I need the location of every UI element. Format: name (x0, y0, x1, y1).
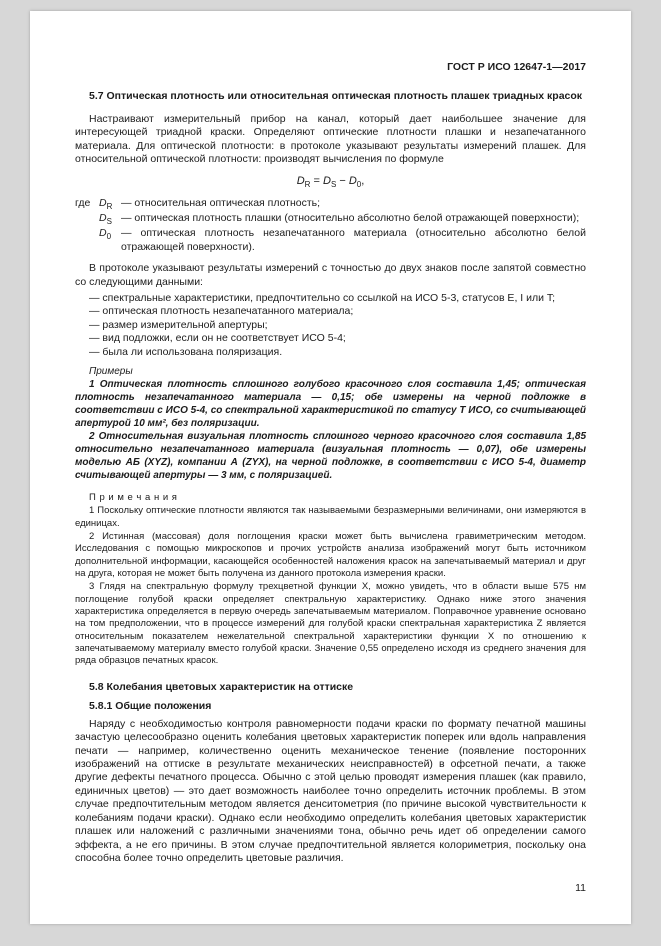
page-number: 11 (575, 882, 586, 894)
list-item: — спектральные характеристики, предпочтительно со ссылкой на ИСО 5-3, статусов E, I или T; (89, 291, 556, 304)
notes-label: П р и м е ч а н и я (89, 492, 178, 504)
section-5-8-heading: 5.8 Колебания цветовых характеристик на оттиске (89, 680, 354, 693)
formula-minus: − (336, 175, 349, 188)
example-1: 1 Оптическая плотность сплошного голубого красочного слоя составила 1,45; оптическая плотность незапечатанного материала — 0,15; обе измерены на черной подложке в соответствии с ИСО 5-4, со спектральной характеристикой по статусу Т ИСО, со считывающей апертурой 10 мм², без поляризации. (75, 379, 586, 430)
symbol-ds (99, 212, 121, 227)
symbol-subscript: S (106, 217, 112, 226)
formula-definition-row (75, 212, 586, 227)
list-item: — оптическая плотность незапечатанного материала; (89, 305, 354, 318)
formula-comma: , (361, 175, 365, 188)
where-spacer (75, 227, 99, 254)
note-3: 3 Глядя на спектральную формулу трехцветной функции X, можно увидеть, что в области выше 575 нм поглощение голубой краски определяет спектральную характеристику. Однако ниже этого значения характеристика определяется в первую очередь запечатываемым материалом. Поправочное уравнение основано на том предположении, что в процессе измерений для голубой краски спектральная характеристика Z является относительным показателем нежелательной спектральной характеристики функции X по отношению к запечатываемому материалу вместо голубой краски. Значение 0,55 определено исходя из среднего значения для ряда образцов печатных красок. (75, 581, 586, 667)
examples-label: Примеры (89, 366, 133, 378)
where-spacer (75, 212, 99, 227)
doc-header-code: ГОСТ Р ИСО 12647-1—2017 (447, 61, 586, 73)
para-device-setup: Настраивают измерительный прибор на канал, который дает наибольшее значение для интересующей триадной краски. Определяют оптические плотности плашки и незапечатанного материала. Для оптической плотности: в протоколе указывают результаты измерений плашек. Для относительной оптической плотности: производят вычисления по формуле (75, 112, 586, 165)
document-page (30, 11, 631, 924)
where-label: где (75, 196, 91, 209)
symbol-d0 (99, 227, 121, 254)
symbol-letter: D (99, 211, 107, 224)
para-report-requirements: В протоколе указывают результаты измерений с точностью до двух знаков после запятой совместно со следующими данными: (75, 262, 586, 288)
section-5-7-heading: 5.7 Оптическая плотность или относительная оптическая плотность плашек триадных красок (89, 90, 583, 102)
formula-equals: = (310, 175, 323, 188)
symbol-letter: D (99, 196, 107, 209)
formula-var-d0: D (348, 175, 357, 188)
list-item: — была ли использована поляризация. (89, 345, 283, 358)
para-color-variation: Наряду с необходимостью контроля равномерности подачи краски по формату печатной машины зачастую целесообразно оценить колебания цветовых характеристик поперек или вдоль направления печати — например, количественно оценить механическое тенение (появление посторонних изображений на оттиске в результате механических неисправностей) в офсетной печати, а также другие дефекты печатного процесса. Обычно с этой целью проводят измерения плашек (как правило, единичных цветов) — это дает возможность наиболее точно определить источник проблемы. В этом случае предпочтительным методом является денситометрия (по причине высокой чувствительности к колебаниям подачи краски). Однако если необходимо определить колебания цветовых характеристик плашек или наложений с различными значениями тона, обычно речь идет об определении самого эффекта, а не его причины. В этом случае предпочтительной является колориметрия, поскольку она способна более точно определить цветовые различия. (75, 717, 586, 865)
formula-var-ds: D (322, 175, 331, 188)
formula-sub-0: 0 (356, 180, 362, 190)
list-item: — вид подложки, если он не соответствует ИСО 5-4; (89, 332, 346, 345)
formula-var-dr: D (296, 175, 305, 188)
note-2: 2 Истинная (массовая) доля поглощения краски может быть вычислена гравиметрическим методом. Исследования с помощью микроскопов и прочих устройств анализа изображений могут быть источником дополнительной информации, касающейся особенностей наложения красок на запечатываемый материал и друг на друга, которая не может быть получена из данного протокола измерения краски. (75, 530, 586, 579)
definition-text: — оптическая плотность незапечатанного материала (относительно абсолютно белой отражающей поверхности). (121, 227, 586, 253)
list-item: — размер измерительной апертуры; (89, 318, 268, 331)
formula-sub-s: S (330, 180, 337, 190)
definition-text: — оптическая плотность плашки (относительно абсолютно белой отражающей поверхности); (121, 211, 580, 224)
formula-relative-density (75, 175, 586, 189)
example-2: 2 Относительная визуальная плотность сплошного черного красочного слоя составила 1,85 относительно незапечатанного материала (визуальная плотность — 0,07), обе измерены моделью АБ (XYZ), компании А (ZYX), на черной подложке, в соответствии с ИСО 5-4, диаметр считывающей апертуры — 3 мм, с поляризацией. (75, 431, 586, 482)
note-1: 1 Поскольку оптические плотности являются так называемыми безразмерными величинами, они измеряются в единицах. (75, 505, 586, 529)
section-5-8-1-heading: 5.8.1 Общие положения (89, 699, 212, 712)
symbol-dr (99, 197, 121, 212)
formula-definition-row (75, 227, 586, 254)
symbol-letter: D (99, 227, 107, 240)
definition-text: — относительная оптическая плотность; (121, 196, 321, 209)
symbol-subscript: 0 (106, 232, 112, 242)
spacer (75, 254, 586, 262)
formula-sub-r: R (304, 180, 311, 190)
symbol-subscript: R (106, 201, 113, 211)
formula-definition-row (75, 197, 586, 212)
